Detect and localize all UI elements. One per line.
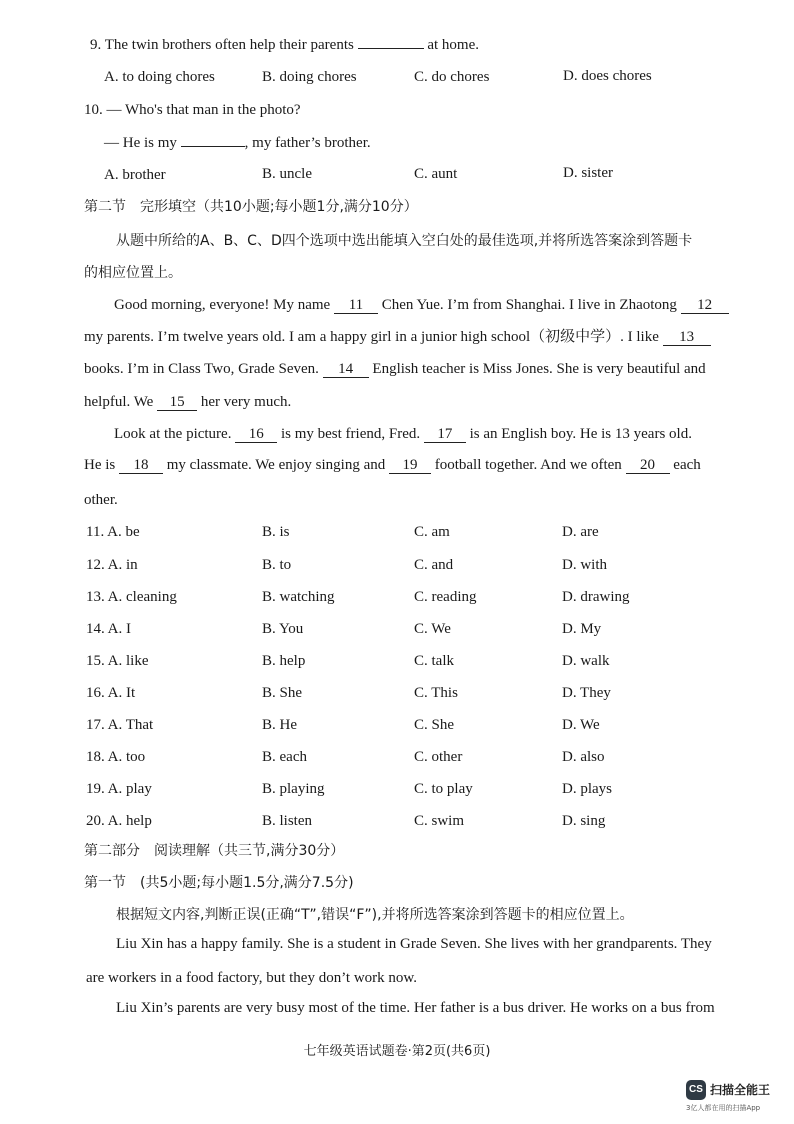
option: C. aunt bbox=[414, 166, 458, 182]
option: A. brother bbox=[104, 167, 166, 183]
section-instruction: 根据短文内容,判断正误(正确“T”,错误“F”),并将所选答案涂到答题卡的相应位置上。 bbox=[116, 907, 634, 923]
question-9-stem bbox=[90, 36, 479, 54]
cloze-option: C. am bbox=[414, 524, 450, 540]
question-10-text-end: , my father’s brother. bbox=[244, 135, 371, 151]
cloze-option: 12. A. in bbox=[86, 557, 138, 573]
cloze-blank-15: 15 bbox=[157, 394, 197, 411]
cloze-option: B. He bbox=[262, 717, 297, 733]
cloze-option: C. and bbox=[414, 557, 454, 573]
cloze-option: 18. A. too bbox=[86, 749, 146, 765]
cloze-option: C. talk bbox=[414, 653, 454, 669]
cloze-option: D. also bbox=[562, 749, 605, 765]
cloze-option: D. We bbox=[562, 717, 600, 733]
passage-text: Look at the picture. bbox=[114, 426, 232, 442]
cloze-option: 15. A. like bbox=[86, 653, 149, 669]
passage-line: other. bbox=[84, 492, 118, 508]
passage-line bbox=[114, 425, 692, 443]
cloze-option: C. She bbox=[414, 717, 455, 733]
cloze-blank-19: 19 bbox=[389, 457, 431, 474]
reading-line: are workers in a food factory, but they don’t work now. bbox=[86, 970, 418, 986]
cloze-option: 13. A. cleaning bbox=[86, 589, 177, 605]
passage-text: Good morning, everyone! My name bbox=[114, 297, 331, 313]
passage-text: is an English boy. He is 13 years old. bbox=[469, 426, 692, 442]
option: D. does chores bbox=[563, 68, 652, 84]
passage-text: Chen Yue. I’m from Shanghai. I live in Zhaotong bbox=[381, 297, 677, 313]
cloze-option: C. We bbox=[414, 621, 451, 637]
section-instruction-cont: 的相应位置上。 bbox=[84, 265, 182, 281]
question-10-line1: 10. — Who's that man in the photo? bbox=[84, 102, 301, 118]
cloze-blank-12: 12 bbox=[681, 297, 729, 314]
cloze-option: 17. A. That bbox=[86, 717, 154, 733]
answer-blank bbox=[181, 146, 245, 147]
passage-line bbox=[84, 393, 291, 411]
cloze-option: D. drawing bbox=[562, 589, 630, 605]
cloze-option: B. to bbox=[262, 557, 292, 573]
cloze-option: C. to play bbox=[414, 781, 473, 797]
cloze-option: 11. A. be bbox=[86, 524, 140, 540]
cloze-blank-11: 11 bbox=[334, 297, 378, 314]
cloze-blank-16: 16 bbox=[235, 426, 277, 443]
part-heading: 第二部分 阅读理解（共三节,满分30分） bbox=[84, 843, 345, 859]
passage-text: helpful. We bbox=[84, 394, 154, 410]
cloze-option: B. You bbox=[262, 621, 304, 637]
passage-line bbox=[114, 296, 729, 314]
passage-line bbox=[84, 456, 701, 474]
passage-text: football together. And we often bbox=[434, 457, 622, 473]
cloze-blank-20: 20 bbox=[626, 457, 670, 474]
question-9-text: 9. The twin brothers often help their parents bbox=[90, 37, 354, 53]
cloze-option: D. with bbox=[562, 557, 607, 573]
cloze-option: D. sing bbox=[562, 813, 606, 829]
passage-text: He is bbox=[84, 457, 116, 473]
cloze-option: C. reading bbox=[414, 589, 477, 605]
cloze-blank-18: 18 bbox=[119, 457, 163, 474]
option: A. to doing chores bbox=[104, 69, 215, 85]
question-9-text-end: at home. bbox=[427, 37, 479, 53]
cloze-option: B. watching bbox=[262, 589, 335, 605]
cloze-option: B. help bbox=[262, 653, 306, 669]
section-instruction: 从题中所给的A、B、C、D四个选项中选出能填入空白处的最佳选项,并将所选答案涂到答题卡 bbox=[116, 233, 693, 249]
passage-text: each bbox=[673, 457, 701, 473]
passage-line bbox=[84, 360, 706, 378]
reading-line: Liu Xin has a happy family. She is a student in Grade Seven. She lives with her grandparents. They bbox=[116, 936, 712, 952]
scanner-logo-icon: CS bbox=[686, 1080, 706, 1100]
answer-blank bbox=[358, 48, 424, 49]
cloze-option: D. walk bbox=[562, 653, 610, 669]
question-10-text: — He is my bbox=[104, 135, 177, 151]
passage-line bbox=[84, 328, 711, 346]
cloze-option: 20. A. help bbox=[86, 813, 152, 829]
passage-text: books. I’m in Class Two, Grade Seven. bbox=[84, 361, 319, 377]
cloze-option: B. listen bbox=[262, 813, 313, 829]
passage-text: is my best friend, Fred. bbox=[280, 426, 421, 442]
scanner-brand-name: 扫描全能王 bbox=[710, 1083, 771, 1097]
cloze-option: 19. A. play bbox=[86, 781, 152, 797]
passage-text: English teacher is Miss Jones. She is very beautiful and bbox=[372, 361, 706, 377]
cloze-option: 14. A. I bbox=[86, 621, 131, 637]
passage-text: her very much. bbox=[200, 394, 292, 410]
page-footer: 七年级英语试题卷·第2页(共6页) bbox=[303, 1044, 491, 1059]
cloze-option: C. other bbox=[414, 749, 463, 765]
option: C. do chores bbox=[414, 69, 490, 85]
option: B. doing chores bbox=[262, 69, 357, 85]
option: B. uncle bbox=[262, 166, 312, 182]
cloze-option: D. are bbox=[562, 524, 599, 540]
passage-text: my classmate. We enjoy singing and bbox=[166, 457, 386, 473]
section-heading: 第一节 (共5小题;每小题1.5分,满分7.5分) bbox=[84, 875, 354, 891]
cloze-option: 16. A. It bbox=[86, 685, 136, 701]
cloze-option: B. She bbox=[262, 685, 303, 701]
cloze-blank-13: 13 bbox=[663, 329, 711, 346]
cloze-option: B. playing bbox=[262, 781, 325, 797]
cloze-blank-17: 17 bbox=[424, 426, 466, 443]
cloze-option: D. plays bbox=[562, 781, 612, 797]
scanner-watermark bbox=[686, 1080, 790, 1116]
option: D. sister bbox=[563, 165, 613, 181]
cloze-blank-14: 14 bbox=[323, 361, 369, 378]
cloze-option: B. each bbox=[262, 749, 307, 765]
scanner-tagline: 3亿人都在用的扫描App bbox=[686, 1104, 761, 1112]
cloze-option: C. This bbox=[414, 685, 458, 701]
cloze-option: D. My bbox=[562, 621, 602, 637]
cloze-option: B. is bbox=[262, 524, 290, 540]
cloze-option: C. swim bbox=[414, 813, 465, 829]
reading-line: Liu Xin’s parents are very busy most of the time. Her father is a bus driver. He works on a bus from bbox=[116, 1000, 715, 1016]
cloze-option: D. They bbox=[562, 685, 611, 701]
section-heading: 第二节 完形填空（共10小题;每小题1分,满分10分） bbox=[84, 199, 418, 215]
question-10-line2 bbox=[104, 134, 371, 152]
passage-text: my parents. I’m twelve years old. I am a happy girl in a junior high school（初级中学）. I like bbox=[84, 329, 659, 345]
